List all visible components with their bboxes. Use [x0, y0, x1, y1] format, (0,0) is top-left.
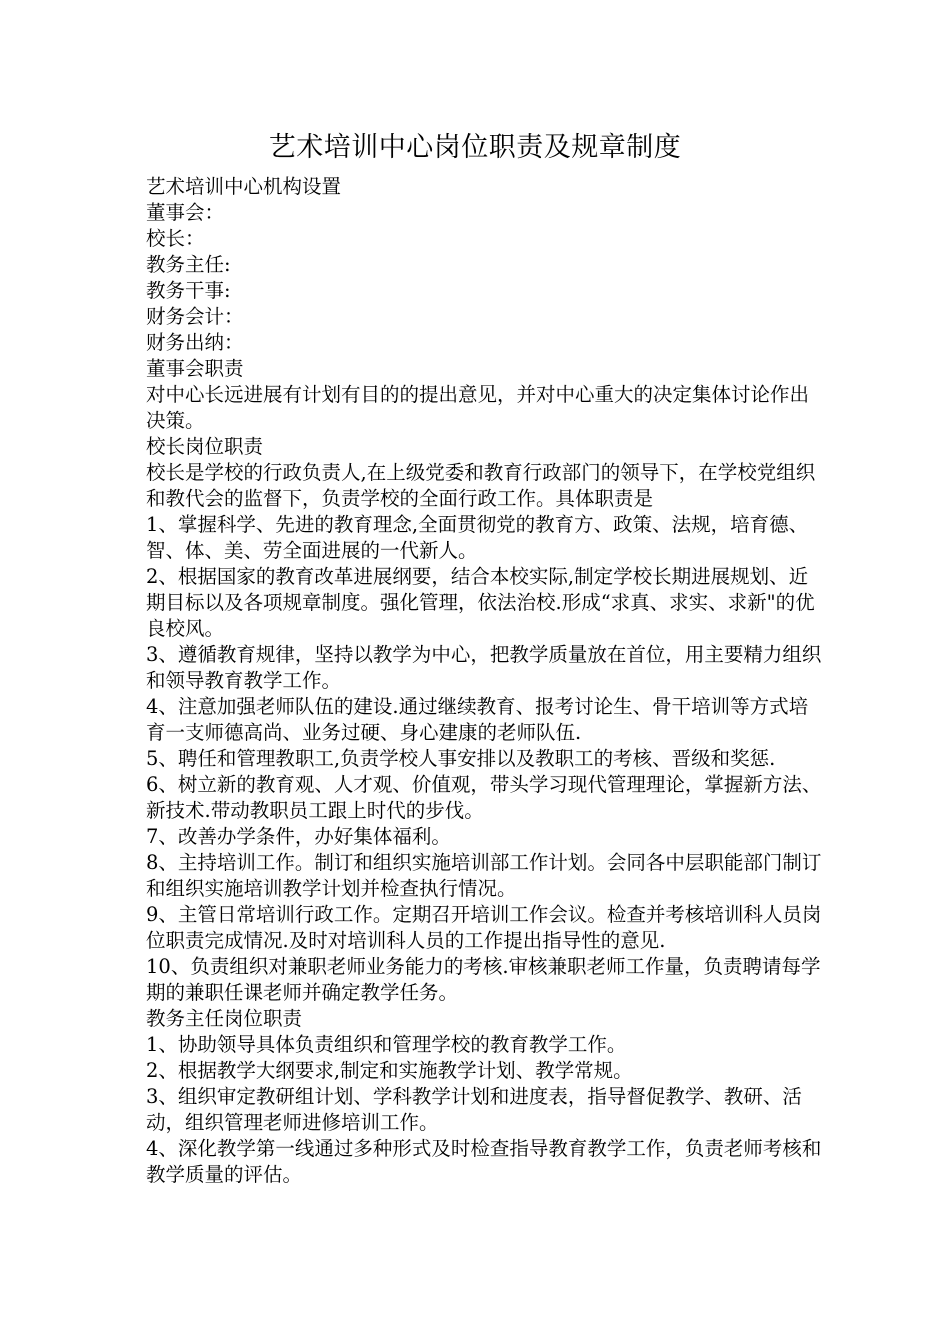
duty-item: 7、改善办学条件，办好集体福利。: [146, 825, 451, 848]
org-item: 财务出纳：: [146, 331, 244, 354]
paragraph: 对中心长远进展有计划有目的的提出意见，并对中心重大的决定集体讨论作出决策。: [146, 383, 810, 432]
duty-item: 4、深化教学第一线通过多种形式及时检查指导教育教学工作，负责老师考核和教学质量的评估。: [146, 1137, 822, 1186]
duty-item: 8、主持培训工作。制订和组织实施培训部工作计划。会同各中层职能部门制订和组织实施培训教学计划并检查执行情况。: [146, 851, 822, 900]
duty-item: 1、掌握科学、先进的教育理念,全面贯彻党的教育方、政策、法规，培育德、智、体、美、劳全面进展的一代新人。: [146, 513, 809, 562]
section-heading: 董事会职责: [146, 357, 244, 380]
duty-item: 6、树立新的教育观、人才观、价值观，带头学习现代管理理论，掌握新方法、新技术.带动教职员工跟上时代的步伐。: [146, 773, 822, 822]
paragraph: 校长是学校的行政负责人,在上级党委和教育行政部门的领导下，在学校党组织和教代会的监督下，负责学校的全面行政工作。具体职责是: [146, 461, 816, 510]
duty-item: 5、聘任和管理教职工,负责学校人事安排以及教职工的考核、晋级和奖惩.: [146, 747, 776, 770]
duty-item: 4、注意加强老师队伍的建设.通过继续教育、报考讨论生、骨干培训等方式培育一支师德高尚、业务过硬、身心建康的老师队伍.: [146, 695, 809, 744]
section-heading: 教务主任岗位职责: [146, 1007, 303, 1030]
org-item: 教务主任:: [146, 253, 231, 276]
section-heading: 校长岗位职责: [146, 435, 264, 458]
org-item: 财务会计：: [146, 305, 244, 328]
duty-item: 3、遵循教育规律，坚持以教学为中心，把教学质量放在首位，用主要精力组织和领导教育教学工作。: [146, 643, 822, 692]
document-body: [146, 174, 822, 1188]
duty-item: 2、根据教学大纲要求,制定和实施教学计划、教学常规。: [146, 1059, 633, 1082]
org-item: 董事会：: [146, 201, 225, 224]
org-item: 教务干事:: [146, 279, 231, 302]
document-title: 艺术培训中心岗位职责及规章制度: [268, 132, 682, 163]
section-heading: 艺术培训中心机构设置: [146, 175, 342, 198]
duty-item: 3、组织审定教研组计划、学科教学计划和进度表，指导督促教学、教研、活动，组织管理老师进修培训工作。: [146, 1085, 802, 1134]
duty-item: 9、主管日常培训行政工作。定期召开培训工作会议。检查并考核培训科人员岗位职责完成情况.及时对培训科人员的工作提出指导性的意见.: [146, 903, 822, 952]
org-item: 校长：: [146, 227, 205, 250]
duty-item: 1、协助领导具体负责组织和管理学校的教育教学工作。: [146, 1033, 627, 1056]
duty-item: 10、负责组织对兼职老师业务能力的考核.审核兼职老师工作量，负责聘请每学期的兼职任课老师并确定教学任务。: [146, 955, 821, 1004]
duty-item: 2、根据国家的教育改革进展纲要，结合本校实际,制定学校长期进展规划、近期目标以及各项规章制度。强化管理，依法治校.形成“求真、求实、求新"的优良校风。: [146, 565, 815, 640]
